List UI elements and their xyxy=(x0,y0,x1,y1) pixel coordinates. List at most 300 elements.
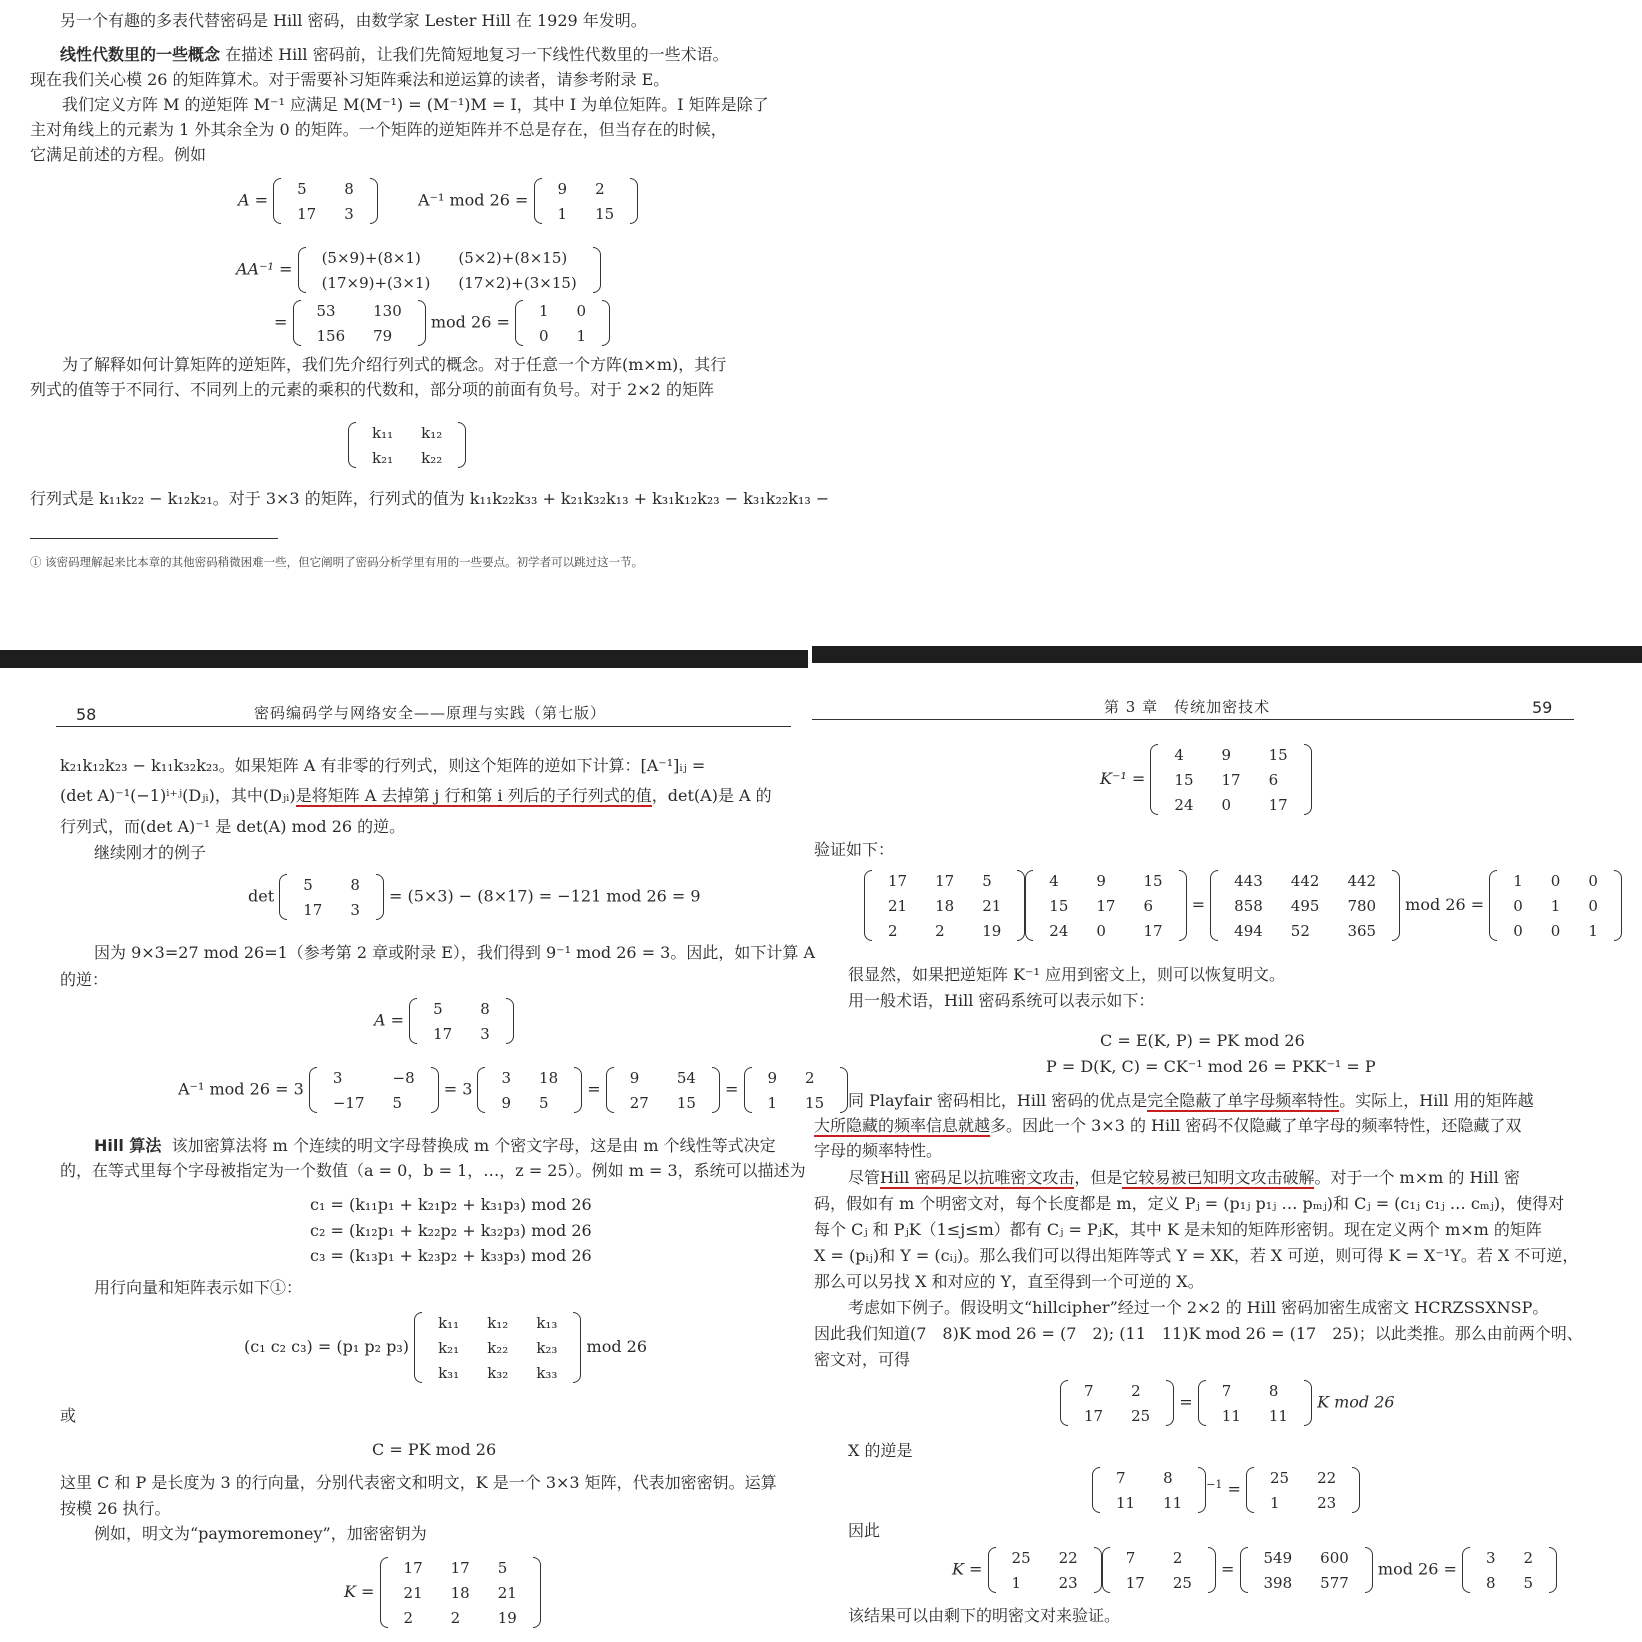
matrix-cell: 0 xyxy=(1588,896,1598,915)
matrix-table xyxy=(1160,742,1301,817)
matrix-cell: 2 xyxy=(888,921,898,940)
matrix-cell: (17×2)+(3×15) xyxy=(458,273,577,292)
matrix-table xyxy=(1499,868,1612,943)
matrix-cell: 18 xyxy=(539,1068,559,1087)
eq-label: mod 26 = xyxy=(1377,1559,1457,1579)
matrix-row xyxy=(419,1021,504,1046)
matrix-cell: 0 xyxy=(1513,921,1523,940)
matrix-row xyxy=(358,420,456,445)
matrix-cell: 19 xyxy=(982,921,1002,940)
matrix-row xyxy=(525,298,600,323)
paragraph: 该结果可以由剩下的明密文对来验证。 xyxy=(848,1606,1121,1625)
matrix-row xyxy=(874,918,1015,943)
matrix-row xyxy=(358,445,456,470)
matrix-row xyxy=(1035,868,1176,893)
red-underline-text: 是将矩阵 A 去掉第 j 行和第 i 列后的子行列式的值 xyxy=(295,786,652,805)
matrix-row xyxy=(303,298,416,323)
matrix xyxy=(1060,1378,1174,1428)
matrix-cell: 17 xyxy=(935,871,955,890)
equation xyxy=(374,996,514,1046)
matrix-cell: 1 xyxy=(1550,896,1561,915)
page-number: 58 xyxy=(76,705,97,724)
equation xyxy=(344,1555,541,1630)
matrix xyxy=(515,298,610,348)
matrix-cell: 17 xyxy=(1084,1406,1104,1425)
matrix-row xyxy=(1070,1403,1164,1428)
page-separator xyxy=(812,646,1642,663)
matrix-row xyxy=(616,1090,710,1115)
matrix-cell: k₂₂ xyxy=(487,1338,509,1357)
matrix xyxy=(744,1065,849,1115)
paragraph: 用一般术语，Hill 密码系统可以表示如下： xyxy=(848,991,1155,1010)
matrix-cell: k₃₂ xyxy=(487,1363,509,1382)
matrix-cell: 21 xyxy=(497,1583,517,1602)
matrix-cell: 6 xyxy=(1143,896,1154,915)
matrix-row xyxy=(544,201,629,226)
matrix-cell: 2 xyxy=(450,1608,461,1627)
matrix xyxy=(864,868,1025,943)
paragraph-text: 尽管 xyxy=(848,1168,881,1187)
paragraph: 字母的频率特性。 xyxy=(814,1141,943,1160)
matrix-cell: k₃₃ xyxy=(536,1363,558,1382)
matrix-cell: 1 xyxy=(1011,1573,1022,1592)
equation-line: C = PK mod 26 xyxy=(372,1440,497,1459)
matrix-cell: 9 xyxy=(501,1093,512,1112)
matrix-row xyxy=(289,872,374,897)
matrix-table xyxy=(1035,868,1176,943)
matrix-table xyxy=(616,1065,710,1115)
matrix-row xyxy=(1102,1465,1196,1490)
paragraph: 继续刚才的例子 xyxy=(94,843,207,862)
matrix-cell: 15 xyxy=(1143,871,1163,890)
paragraph-text: 。对于一个 m×m 的 Hill 密 xyxy=(1314,1168,1520,1187)
equation xyxy=(274,298,610,348)
equation xyxy=(864,868,1622,943)
matrix-cell: (5×9)+(8×1) xyxy=(321,248,421,267)
matrix-cell: 780 xyxy=(1347,896,1377,915)
matrix-row xyxy=(1256,1465,1350,1490)
matrix-cell: 3 xyxy=(1485,1548,1496,1567)
matrix-table xyxy=(358,420,456,470)
equation-line: c₁ = (k₁₁p₁ + k₂₁p₂ + k₃₁p₃) mod 26 xyxy=(310,1195,592,1214)
equation xyxy=(348,420,466,470)
matrix-table xyxy=(289,872,374,922)
matrix-cell: 5 xyxy=(297,179,307,198)
matrix-cell: 25 xyxy=(1270,1468,1290,1487)
matrix-row xyxy=(1472,1570,1547,1595)
paragraph: 很显然，如果把逆矩阵 K⁻¹ 应用到密文上，则可以恢复明文。 xyxy=(848,965,1285,984)
equation xyxy=(248,872,701,922)
paragraph-text: 该加密算法将 m 个连续的明文字母替换成 m 个密文字母，这是由 m 个线性等式决定 xyxy=(171,1136,776,1155)
paragraph: X = (pᵢⱼ)和 Y = (cᵢⱼ)。那么我们可以得出矩阵等式 Y = XK，若 X 可逆，则可得 K = X⁻¹Y。若 X 不可逆， xyxy=(814,1246,1579,1265)
matrix-row xyxy=(1035,893,1176,918)
matrix-cell: 577 xyxy=(1320,1573,1349,1592)
matrix-table xyxy=(1220,868,1390,943)
page-number: 59 xyxy=(1532,698,1553,717)
matrix-cell: 1 xyxy=(576,326,587,345)
paragraph: k₂₁k₁₂k₂₃ − k₁₁k₃₂k₂₃。如果矩阵 A 有非零的行列式，则这个矩阵的逆如下计算：[A⁻¹]ᵢⱼ = xyxy=(60,756,706,775)
matrix-cell: 600 xyxy=(1320,1548,1349,1567)
matrix-row xyxy=(319,1065,429,1090)
matrix-cell: 1 xyxy=(1270,1493,1280,1512)
paragraph-text: 。实际上，Hill 用的矩阵越 xyxy=(1339,1091,1534,1110)
eq-sign: = xyxy=(1221,1559,1235,1579)
paragraph xyxy=(60,42,729,67)
equation xyxy=(238,176,638,226)
section-heading: Hill 算法 xyxy=(94,1136,162,1155)
matrix-row xyxy=(998,1570,1092,1595)
matrix-cell: 23 xyxy=(1317,1493,1337,1512)
matrix-cell: 7 xyxy=(1116,1468,1126,1487)
matrix xyxy=(1102,1545,1216,1595)
matrix-cell: 1 xyxy=(767,1093,778,1112)
eq-sign: = xyxy=(725,1079,739,1099)
matrix-cell: 3 xyxy=(344,204,354,223)
paragraph: 因此我们知道(7 8)K mod 26 = (7 2); (11 11)K mod 26 = (17 25)；以此类推。那么由前两个明、 xyxy=(814,1324,1583,1343)
paragraph: 为了解释如何计算矩阵的逆矩阵，我们先介绍行列式的概念。对于任意一个方阵(m×m)，其行 xyxy=(62,355,727,374)
matrix-cell: 3 xyxy=(480,1024,490,1043)
matrix-cell: k₂₁ xyxy=(372,448,394,467)
paragraph-text: (det A)⁻¹(−1)ⁱ⁺ʲ(Dⱼᵢ)，其中(Dⱼᵢ) xyxy=(60,786,296,805)
matrix-cell: 21 xyxy=(982,896,1002,915)
paragraph: 行列式是 k₁₁k₂₂ − k₁₂k₂₁。对于 3×3 的矩阵，行列式的值为 k₁₁k₂₂k₃₃ + k₂₁k₃₂k₁₃ + k₃₁k₁₂k₂₃ − k₃₁k₂₂k₁₃ − xyxy=(30,489,830,508)
matrix-cell: 9 xyxy=(629,1068,640,1087)
matrix-cell: 5 xyxy=(539,1093,549,1112)
matrix-cell: k₂₂ xyxy=(421,448,443,467)
matrix-cell: 9 xyxy=(767,1068,778,1087)
matrix xyxy=(279,872,384,922)
paragraph: 那么可以另找 X 和对应的 Y，直至得到一个可逆的 X。 xyxy=(814,1272,1204,1291)
matrix-cell: k₁₃ xyxy=(536,1313,558,1332)
matrix-cell: 15 xyxy=(676,1093,696,1112)
equation xyxy=(244,1310,647,1385)
running-header: 密码编码学与网络安全——原理与实践（第七版） xyxy=(254,704,607,722)
eq-label: K = xyxy=(952,1559,983,1579)
matrix xyxy=(1462,1545,1557,1595)
matrix-table xyxy=(1250,1545,1363,1595)
footnote: ① 该密码理解起来比本章的其他密码稍微困难一些，但它阐明了密码分析学里有用的一些要点。初学者可以跳过这一节。 xyxy=(30,555,644,569)
matrix-cell: 17 xyxy=(433,1024,453,1043)
paragraph: 它满足前述的方程。例如 xyxy=(30,145,207,164)
matrix-row xyxy=(1472,1545,1547,1570)
equation-line: P = D(K, C) = CK⁻¹ mod 26 = PKK⁻¹ = P xyxy=(1046,1057,1376,1076)
matrix-row xyxy=(754,1065,839,1090)
red-underline-text: 完全隐蔽了单字母频率特性 xyxy=(1147,1091,1340,1110)
matrix xyxy=(1198,1378,1312,1428)
matrix xyxy=(477,1065,582,1115)
matrix-row xyxy=(390,1555,531,1580)
paragraph: 因为 9×3=27 mod 26=1（参考第 2 章或附录 E），我们得到 9⁻¹ mod 26 = 3。因此，如下计算 A xyxy=(94,943,816,962)
matrix-row xyxy=(424,1335,571,1360)
matrix-cell: 0 xyxy=(1221,795,1232,814)
eq-label: mod 26 = xyxy=(1405,895,1485,914)
matrix xyxy=(1240,1545,1373,1595)
matrix-row xyxy=(754,1090,839,1115)
section-heading: 线性代数里的一些概念 xyxy=(60,45,221,64)
matrix-row xyxy=(303,323,416,348)
matrix-cell: 5 xyxy=(392,1093,403,1112)
eq-sign: = xyxy=(587,1079,601,1099)
matrix-cell: 2 xyxy=(935,921,945,940)
matrix-table xyxy=(319,1065,429,1115)
matrix-cell: 130 xyxy=(373,301,402,320)
matrix-cell: 156 xyxy=(316,326,346,345)
matrix xyxy=(988,1545,1102,1595)
matrix-cell: 15 xyxy=(1049,896,1069,915)
matrix-cell: 0 xyxy=(1513,896,1523,915)
matrix-table xyxy=(283,176,368,226)
matrix-row xyxy=(1250,1570,1363,1595)
matrix xyxy=(534,176,639,226)
eq-label: mod 26 xyxy=(586,1337,648,1356)
matrix-table xyxy=(419,996,504,1046)
matrix-row xyxy=(308,245,591,270)
eq-sign: = xyxy=(1191,895,1206,914)
matrix-table xyxy=(754,1065,839,1115)
matrix-row xyxy=(487,1065,572,1090)
eq-label: mod 26 = xyxy=(430,312,510,332)
paragraph-text: 在描述 Hill 密码前，让我们先简短地复习一下线性代数里的一些术语。 xyxy=(225,45,729,64)
matrix-row xyxy=(1070,1378,1164,1403)
matrix-cell: 24 xyxy=(1049,921,1069,940)
matrix-cell: 6 xyxy=(1268,770,1279,789)
eq-label: A = xyxy=(374,1010,405,1030)
matrix-cell: 9 xyxy=(557,179,568,198)
matrix-cell: 5 xyxy=(303,875,313,894)
matrix-cell: −17 xyxy=(332,1093,365,1112)
equation xyxy=(952,1545,1557,1595)
matrix-cell: 17 xyxy=(1143,921,1163,940)
paragraph-text: 同 Playfair 密码相比，Hill 密码的优点是 xyxy=(848,1091,1148,1110)
paragraph-text: ，det(A)是 A 的 xyxy=(651,786,772,805)
matrix-table xyxy=(544,176,629,226)
matrix-cell: 7 xyxy=(1125,1548,1136,1567)
matrix-cell: 17 xyxy=(403,1558,423,1577)
paragraph: 按模 26 执行。 xyxy=(60,1499,171,1518)
matrix-cell: k₁₂ xyxy=(421,423,443,442)
paragraph: 主对角线上的元素为 1 外其余全为 0 的矩阵。一个矩阵的逆矩阵并不总是存在，但当存在的时候， xyxy=(30,120,727,139)
paragraph-text: 多。因此一个 3×3 的 Hill 密码不仅隐藏了单字母的频率特性，还隐藏了双 xyxy=(990,1116,1522,1135)
matrix-cell: 2 xyxy=(1523,1548,1534,1567)
matrix xyxy=(298,245,601,295)
matrix-cell: 19 xyxy=(497,1608,517,1627)
paragraph xyxy=(94,1133,776,1158)
matrix-cell: 9 xyxy=(1096,871,1106,890)
matrix-cell: 17 xyxy=(1221,770,1241,789)
paragraph-text: ，但是 xyxy=(1074,1168,1123,1187)
matrix-row xyxy=(1220,918,1390,943)
matrix-row xyxy=(308,270,591,295)
paragraph: 密文对，可得 xyxy=(814,1350,911,1369)
matrix-cell: 7 xyxy=(1084,1381,1094,1400)
matrix xyxy=(1150,742,1311,817)
matrix-cell: 79 xyxy=(373,326,393,345)
eq-label: K⁻¹ = xyxy=(1100,769,1146,788)
eq-sign: = xyxy=(1179,1392,1193,1412)
matrix xyxy=(309,1065,439,1115)
red-underline-text: 大所隐藏的频率信息就越 xyxy=(814,1116,991,1135)
matrix-cell: 365 xyxy=(1347,921,1377,940)
matrix-cell: 3 xyxy=(332,1068,343,1087)
matrix-table xyxy=(1070,1378,1164,1428)
matrix-cell: 17 xyxy=(888,871,908,890)
equation xyxy=(1092,1465,1360,1515)
matrix-cell: 25 xyxy=(1131,1406,1151,1425)
matrix-cell: 8 xyxy=(1485,1573,1496,1592)
matrix-table xyxy=(1472,1545,1547,1595)
matrix-cell: 5 xyxy=(1523,1573,1534,1592)
matrix-row xyxy=(424,1310,571,1335)
matrix-cell: (17×9)+(3×1) xyxy=(321,273,431,292)
matrix-cell: 494 xyxy=(1234,921,1263,940)
matrix-row xyxy=(283,201,368,226)
matrix-cell: 52 xyxy=(1290,921,1310,940)
matrix-row xyxy=(1250,1545,1363,1570)
matrix-cell: 442 xyxy=(1347,871,1377,890)
matrix-row xyxy=(319,1090,429,1115)
footnote-rule xyxy=(30,538,278,539)
matrix-cell: 2 xyxy=(403,1608,414,1627)
matrix-cell: 1 xyxy=(1588,921,1598,940)
paragraph: 行列式，而(det A)⁻¹ 是 det(A) mod 26 的逆。 xyxy=(60,817,406,836)
matrix-cell: 22 xyxy=(1317,1468,1337,1487)
matrix-cell: 15 xyxy=(1174,770,1194,789)
paragraph: 用行向量和矩阵表示如下①： xyxy=(94,1278,303,1297)
matrix-row xyxy=(874,868,1015,893)
matrix-cell: 0 xyxy=(1588,871,1598,890)
matrix-cell: 17 xyxy=(1268,795,1288,814)
matrix-table xyxy=(874,868,1015,943)
matrix-table xyxy=(303,298,416,348)
matrix-cell: 18 xyxy=(935,896,955,915)
matrix-cell: 15 xyxy=(595,204,615,223)
matrix-cell: 858 xyxy=(1234,896,1263,915)
matrix-cell: 7 xyxy=(1221,1381,1232,1400)
matrix-row xyxy=(1160,792,1301,817)
matrix-cell: 495 xyxy=(1290,896,1320,915)
eq-label: AA⁻¹ = xyxy=(236,259,293,279)
matrix-cell: 0 xyxy=(1550,921,1561,940)
matrix-row xyxy=(998,1545,1092,1570)
eq-sign: = xyxy=(1227,1479,1241,1499)
eq-label: K = xyxy=(344,1582,375,1601)
paragraph: 考虑如下例子。假设明文“hillcipher”经过一个 2×2 的 Hill 密码加密生成密文 HCRZSSXNSP。 xyxy=(848,1298,1549,1317)
matrix-cell: 3 xyxy=(350,900,360,919)
matrix-cell: 0 xyxy=(538,326,549,345)
matrix-cell: 2 xyxy=(1131,1381,1141,1400)
matrix xyxy=(409,996,514,1046)
matrix xyxy=(273,176,378,226)
matrix-cell: 27 xyxy=(629,1093,649,1112)
paragraph xyxy=(848,1165,1520,1190)
matrix-cell: 17 xyxy=(1096,896,1116,915)
eq-label: = (5×3) − (8×17) = −121 mod 26 = 9 xyxy=(388,886,701,906)
matrix-cell: 24 xyxy=(1174,795,1194,814)
eq-label: K mod 26 xyxy=(1317,1392,1395,1412)
page-separator xyxy=(0,650,808,668)
matrix-cell: 398 xyxy=(1263,1573,1293,1592)
matrix-row xyxy=(1499,918,1612,943)
matrix-table xyxy=(487,1065,572,1115)
header-rule xyxy=(812,719,1574,720)
eq-label: A = xyxy=(238,190,269,210)
matrix xyxy=(1025,868,1186,943)
matrix-row xyxy=(1208,1378,1302,1403)
matrix-row xyxy=(289,897,374,922)
matrix-cell: 2 xyxy=(595,179,605,198)
matrix-cell: 549 xyxy=(1263,1548,1293,1567)
matrix-cell: (5×2)+(8×15) xyxy=(458,248,568,267)
equation-line: c₃ = (k₁₃p₁ + k₂₃p₂ + k₃₃p₃) mod 26 xyxy=(310,1246,592,1265)
matrix-row xyxy=(1499,868,1612,893)
matrix-cell: 5 xyxy=(497,1558,508,1577)
matrix-cell: 17 xyxy=(303,900,323,919)
matrix-cell: 11 xyxy=(1221,1406,1241,1425)
matrix-table xyxy=(390,1555,531,1630)
paragraph: 每个 Cⱼ 和 PⱼK（1≤j≤m）都有 Cⱼ = PⱼK，其中 K 是未知的矩阵形密钥。现在定义两个 m×m 的矩阵 xyxy=(814,1220,1542,1239)
matrix-row xyxy=(1112,1545,1206,1570)
matrix-cell: 11 xyxy=(1163,1493,1183,1512)
matrix-cell: k₂₁ xyxy=(438,1338,460,1357)
matrix-row xyxy=(1160,742,1301,767)
matrix-cell: 4 xyxy=(1049,871,1059,890)
equation xyxy=(236,245,601,295)
matrix-table xyxy=(1112,1545,1206,1595)
matrix-row xyxy=(1220,893,1390,918)
matrix-row xyxy=(1035,918,1176,943)
matrix-cell: 5 xyxy=(982,871,992,890)
matrix-cell: 1 xyxy=(1513,871,1523,890)
matrix-cell: 11 xyxy=(1268,1406,1288,1425)
exponent: −1 xyxy=(1206,1478,1223,1492)
paragraph: 的，在等式里每个字母被指定为一个数值（a = 0，b = 1，…，z = 25）。例如 m = 3，系统可以描述为 xyxy=(60,1161,806,1180)
matrix-cell: 17 xyxy=(450,1558,470,1577)
equation xyxy=(1060,1378,1395,1428)
paragraph xyxy=(814,1113,1521,1138)
paragraph: 例如，明文为“paymoremoney”，加密密钥为 xyxy=(94,1524,427,1543)
matrix-cell: 8 xyxy=(344,179,354,198)
paragraph: 另一个有趣的多表代替密码是 Hill 密码，由数学家 Lester Hill 在 1929 年发明。 xyxy=(60,11,647,30)
paragraph: 的逆： xyxy=(60,970,109,989)
matrix-row xyxy=(419,996,504,1021)
matrix xyxy=(1246,1465,1360,1515)
paragraph: X 的逆是 xyxy=(848,1441,913,1460)
matrix-cell: 53 xyxy=(316,301,336,320)
matrix-cell: 22 xyxy=(1058,1548,1078,1567)
matrix-cell: 0 xyxy=(1550,871,1561,890)
paragraph xyxy=(848,1088,1534,1113)
matrix-cell: 25 xyxy=(1011,1548,1031,1567)
paragraph: 码，假如有 m 个明密文对，每个长度都是 m，定义 Pⱼ = (p₁ⱼ p₁ⱼ … pₘⱼ)和 Cⱼ = (c₁ⱼ c₁ⱼ … cₘⱼ)，使得对 xyxy=(814,1194,1565,1213)
matrix-cell: 3 xyxy=(501,1068,512,1087)
matrix xyxy=(414,1310,581,1385)
matrix xyxy=(348,420,466,470)
matrix-row xyxy=(525,323,600,348)
matrix-row xyxy=(1220,868,1390,893)
matrix-row xyxy=(1112,1570,1206,1595)
matrix-cell: 9 xyxy=(1221,745,1232,764)
matrix-cell: 5 xyxy=(433,999,443,1018)
matrix-cell: k₃₁ xyxy=(438,1363,460,1382)
eq-label: det xyxy=(248,886,275,906)
matrix-cell: −8 xyxy=(392,1068,415,1087)
eq-label: (c₁ c₂ c₃) = (p₁ p₂ p₃) xyxy=(244,1337,409,1356)
matrix-row xyxy=(283,176,368,201)
eq-sign: = xyxy=(274,312,288,332)
matrix-row xyxy=(616,1065,710,1090)
running-header: 第 3 章 传统加密技术 xyxy=(1104,698,1271,716)
matrix-table xyxy=(1102,1465,1196,1515)
